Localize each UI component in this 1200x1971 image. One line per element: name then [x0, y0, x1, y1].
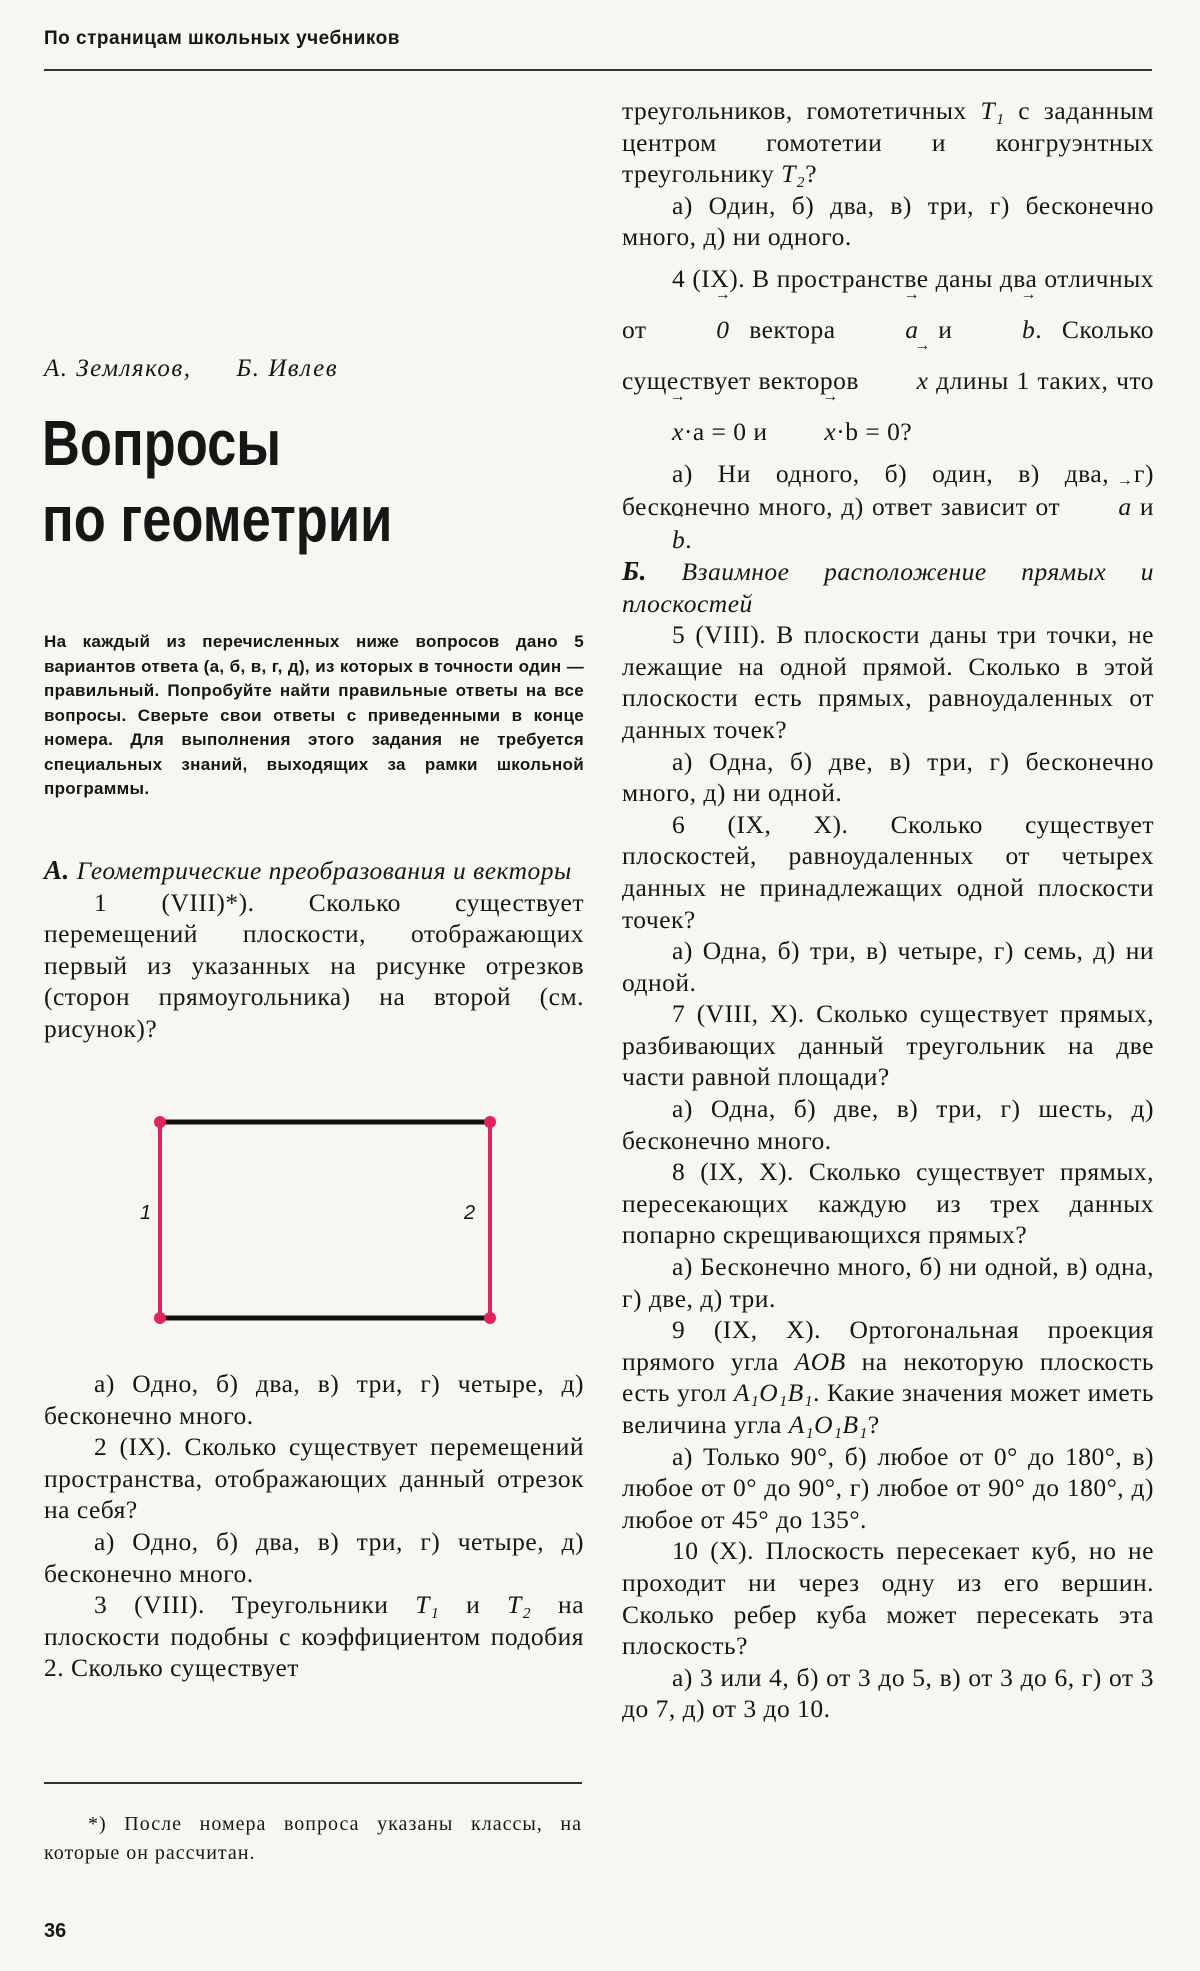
section-b-letter: Б. — [622, 555, 647, 586]
vector-a-ans: → a — [1068, 490, 1131, 523]
q7-text: (VIII, X). Сколько существует прямых, разбивающих данный треугольник на две части равной площади? — [622, 999, 1155, 1092]
q4-text-1: (IX). В пространстве даны два отличных от — [622, 263, 1155, 344]
q4-number: 4 — [672, 263, 686, 293]
question-9 — [622, 1314, 1154, 1440]
q3-triangle-t2: T₂ — [507, 1590, 532, 1620]
q5-number: 5 — [672, 620, 686, 650]
q8-answers: а) Бесконечно много, б) ни одной, в) одна, г) две, д) три. — [622, 1252, 1154, 1313]
author-2: Б. Ивлев — [236, 355, 339, 382]
q10-answers: а) 3 или 4, б) от 3 до 5, в) от 3 до 6, г) от 3 до 7, д) от 3 до 10. — [622, 1662, 1154, 1724]
q3-text-5: с заданным центром гомотетии и конгруэнтных треугольнику — [622, 96, 1155, 189]
q6-number: 6 — [672, 809, 686, 839]
q5-text: (VIII). В плоскости даны три точки, не лежащие на одной прямой. Сколько в этой плоскости есть прямых, равноудаленных от данных точек? — [622, 620, 1154, 744]
question-1 — [44, 887, 584, 1045]
q7-number: 7 — [672, 999, 686, 1029]
question-3-cont — [622, 95, 1154, 190]
question-10 — [622, 1535, 1154, 1661]
right-column — [622, 95, 1154, 1725]
q9-text-1: (IX, X). Ортогональная проекция прямого угла — [622, 1315, 1154, 1376]
question-3-start — [44, 1589, 584, 1684]
q5-answers: а) Одна, б) две, в) три, г) бесконечно много, д) ни одной. — [622, 746, 1154, 808]
page-number: 36 — [44, 1920, 67, 1942]
vector-a: → a — [855, 304, 918, 355]
q4-answers — [622, 457, 1154, 556]
q9-text-4: ? — [867, 1410, 880, 1439]
question-7 — [622, 998, 1154, 1093]
intro-paragraph: На каждый из перечисленных ниже вопросов дано 5 вариантов ответа (а, б, в, г, д), из которых в точности один — правильный. Попробуйте найти правильные ответы на все вопросы. Сверьте свои ответы с приведенными в конце номера. Для выполнения этого задания не требуется специальных знаний, выходящих за рамки школьной программы. — [44, 632, 584, 798]
zero-vector: → 0 — [666, 304, 729, 355]
q3-triangle-t2-ref: T₂ — [781, 159, 806, 189]
q1-text: (VIII)*). Сколько существует перемещений плоскости, отображающих первый из указанных на рисунке отрезков (сторон прямоугольника) на второй (см. рисунок)? — [44, 887, 584, 1043]
q7-answers: а) Одна, б) две, в) три, г) шесть, д) бесконечно много. — [622, 1094, 1154, 1155]
q4-and: и — [938, 314, 953, 344]
left-column-upper — [44, 855, 584, 1045]
section-a-letter: А. — [44, 855, 70, 885]
question-4 — [622, 253, 1154, 457]
q3-answers: а) Один, б) два, в) три, г) бесконечно много, д) ни одного. — [622, 190, 1154, 252]
vector-b: → b — [972, 304, 1035, 355]
section-a-heading — [44, 855, 584, 887]
vector-b-ans: → b — [622, 523, 685, 556]
q6-text: (IX, X). Сколько существует плоскостей, равноудаленных от четырех данных не принадлежащих одной плоскости точек? — [622, 809, 1154, 934]
q2-text: (IX). Сколько существует перемещений пространства, отображающих данный отрезок на себя? — [44, 1432, 584, 1525]
vertex-point — [154, 1312, 166, 1324]
angle-aob: AOB — [794, 1346, 846, 1376]
vector-x: → x — [867, 355, 929, 406]
article-title — [42, 405, 392, 557]
q3-triangle-t1-ref: T₁ — [980, 96, 1005, 125]
footnote — [44, 1810, 582, 1868]
angle-a1o1b1-ref: A₁O₁B₁ — [788, 1410, 868, 1439]
q4-answers-and: и — [1139, 491, 1155, 521]
segment-2-label: 2 — [464, 1202, 476, 1224]
q4-answers-text: а) Ни одного, б) один, в) два, г) бесконечно много, д) ответ зависит от — [622, 458, 1154, 521]
title-line-1: Вопросы — [42, 407, 282, 479]
footnote-text: *) После номера вопроса указаны классы, на которые он рассчитан. — [44, 1813, 582, 1864]
q10-text: (X). Плоскость пересекает куб, но не проходит ни через одну из его вершин. Сколько ребер куба может пересекать эта плоскость? — [622, 1536, 1154, 1661]
q4-eq-2: ·b = 0? — [836, 416, 913, 446]
header-rule — [44, 69, 1152, 71]
q8-text: (IX, X). Сколько существует прямых, пересекающих каждую из трех данных попарно скрещивающихся прямых? — [622, 1157, 1154, 1250]
q3-triangle-t1: T₁ — [415, 1590, 440, 1620]
q3-number: 3 — [94, 1590, 108, 1620]
vector-x-eq2: → x — [774, 406, 836, 457]
vertex-point — [154, 1116, 166, 1128]
question-2 — [44, 1431, 584, 1526]
vector-x-eq1: → x — [622, 406, 684, 457]
rubric-header: По страницам школьных учебников — [44, 28, 400, 49]
q4-eq-1: ·a = 0 и — [683, 416, 768, 446]
question-6 — [622, 809, 1154, 935]
angle-a1o1b1: A₁O₁B₁ — [733, 1378, 814, 1408]
left-column-lower — [44, 1368, 584, 1684]
rectangle-svg — [138, 1110, 508, 1340]
q3-text-6: ? — [805, 159, 818, 189]
section-b-title: Взаимное расположение прямых и плоскостей — [622, 556, 1155, 618]
q1-number: 1 — [94, 887, 108, 917]
section-a-title: Геометрические преобразования и векторы — [76, 856, 572, 885]
q3-text-1: (VIII). Треугольники — [134, 1590, 389, 1620]
q9-text-2: на некоторую плоскость есть угол — [622, 1346, 1155, 1408]
q10-number: 10 — [672, 1536, 699, 1566]
footnote-rule — [44, 1782, 582, 1784]
vertex-point — [484, 1312, 496, 1324]
question-8 — [622, 1156, 1154, 1251]
q4-text-2: вектора — [749, 314, 836, 344]
rectangle-figure — [138, 1110, 508, 1340]
q9-text-3: . Какие значения может иметь величина угла — [622, 1378, 1154, 1439]
q9-answers: а) Только 90°, б) любое от 0° до 180°, в) любое от 0° до 90°, г) любое от 90° до 180°, д) любое от 45° до 135°. — [622, 1441, 1154, 1534]
q2-number: 2 — [94, 1432, 108, 1462]
q4-text-3: . Сколько существует векторов — [622, 314, 1155, 395]
q3-text-4: треугольников, гомотетичных — [622, 96, 967, 125]
author-1: А. Земляков, — [44, 355, 192, 382]
vertex-point — [484, 1116, 496, 1128]
q4-text-4: длины 1 таких, что — [936, 365, 1155, 395]
q9-number: 9 — [672, 1315, 686, 1345]
section-b-heading — [622, 556, 1154, 619]
q3-text-3: на плоскости подобны с коэффициентом подобия 2. Сколько существует — [44, 1590, 585, 1683]
segment-1-label: 1 — [140, 1202, 152, 1224]
title-line-2: по геометрии — [42, 483, 393, 555]
q8-number: 8 — [672, 1157, 686, 1187]
q3-text-2: и — [466, 1590, 481, 1620]
authors — [44, 355, 338, 383]
q2-answers: а) Одно, б) два, в) три, г) четыре, д) бесконечно много. — [44, 1526, 584, 1588]
q4-answers-end: . — [685, 524, 693, 554]
q6-answers: а) Одна, б) три, в) четыре, г) семь, д) ни одной. — [622, 936, 1154, 997]
q1-answers: а) Одно, б) два, в) три, г) четыре, д) бесконечно много. — [44, 1369, 584, 1430]
question-5 — [622, 619, 1154, 745]
